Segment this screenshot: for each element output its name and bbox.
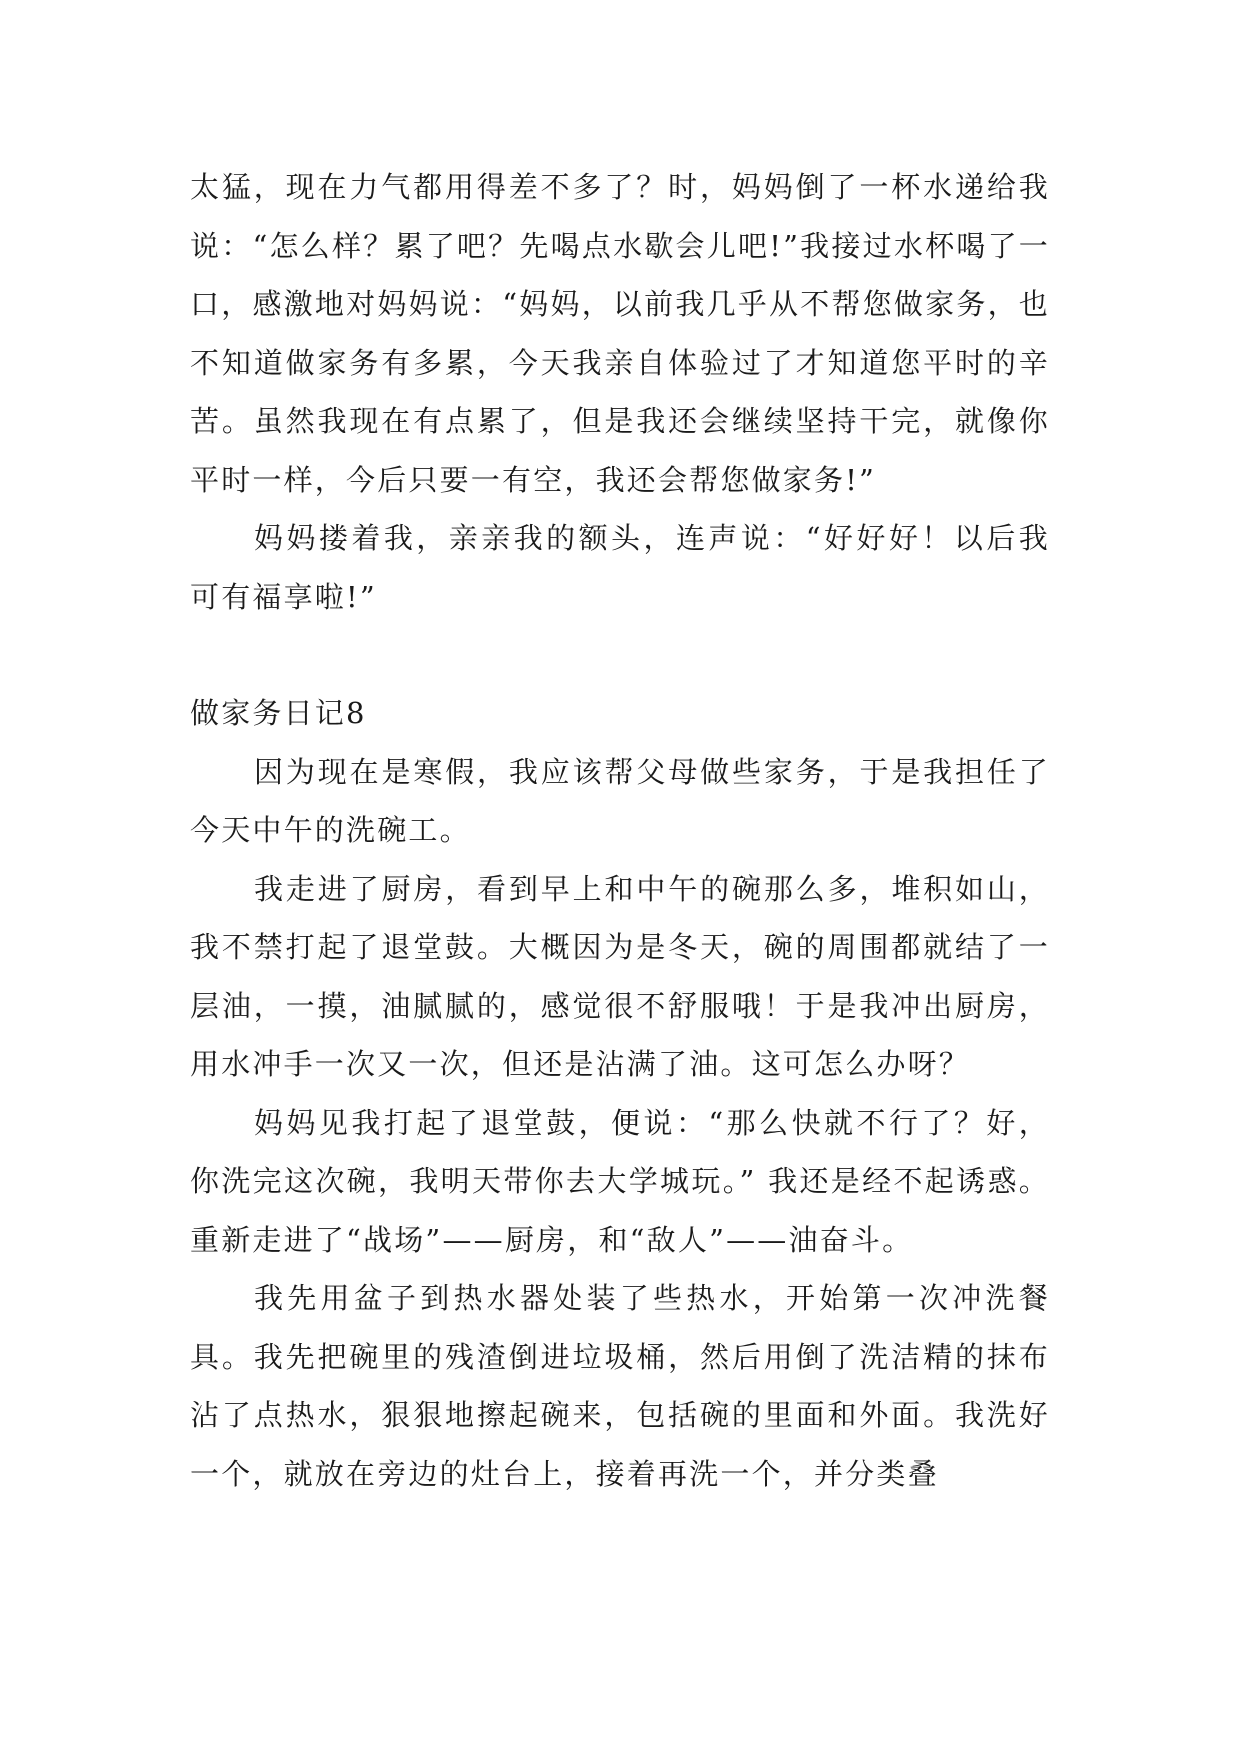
paragraph: 因为现在是寒假，我应该帮父母做些家务，于是我担任了今天中午的洗碗工。: [190, 754, 1050, 847]
section-title: 做家务日记8: [190, 696, 367, 730]
document-body: [190, 158, 1050, 1503]
paragraph: 妈妈见我打起了退堂鼓，便说：“那么快就不行了？好，你洗完这次碗，我明天带你去大学城玩。” 我还是经不起诱惑。重新走进了“战场”——厨房，和“敌人”——油奋斗。: [190, 1105, 1050, 1257]
paragraph-continued: 太猛，现在力气都用得差不多了？时，妈妈倒了一杯水递给我说：“怎么样？累了吧？先喝点水歇会儿吧!”我接过水杯喝了一口，感激地对妈妈说：“妈妈，以前我几乎从不帮您做家务，也不知道做家务有多累，今天我亲自体验过了才知道您平时的辛苦。虽然我现在有点累了，但是我还会继续坚持干完，就像你平时一样，今后只要一有空，我还会帮您做家务!”: [190, 170, 1050, 497]
paragraph: 我先用盆子到热水器处装了些热水，开始第一次冲洗餐具。我先把碗里的残渣倒进垃圾桶，然后用倒了洗洁精的抹布沾了点热水，狠狠地擦起碗来，包括碗的里面和外面。我洗好一个，就放在旁边的灶台上，接着再洗一个，并分类叠: [190, 1281, 1050, 1491]
paragraph: 我走进了厨房，看到早上和中午的碗那么多，堆积如山，我不禁打起了退堂鼓。大概因为是冬天，碗的周围都就结了一层油，一摸，油腻腻的，感觉很不舒服哦！于是我冲出厨房，用水冲手一次又一次，但还是沾满了油。这可怎么办呀？: [190, 871, 1050, 1081]
paragraph: 妈妈搂着我，亲亲我的额头，连声说：“好好好！以后我可有福享啦!”: [190, 521, 1050, 614]
